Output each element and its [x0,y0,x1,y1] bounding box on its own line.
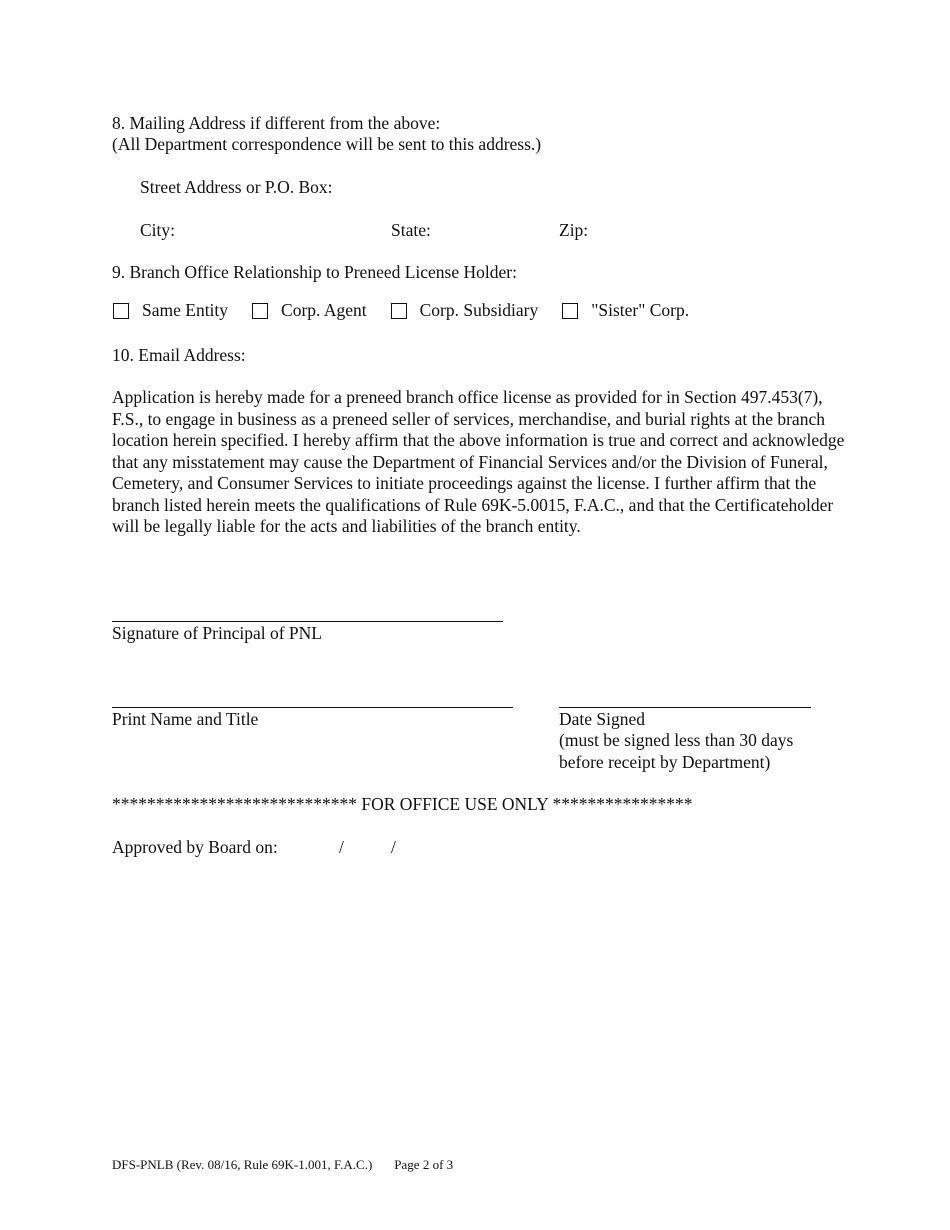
page-footer [112,1157,453,1173]
corp-subsidiary-checkbox[interactable] [391,303,407,319]
date-signed-note-1: (must be signed less than 30 days [559,730,794,750]
zip-label: Zip: [559,220,589,240]
approved-by-board-label: Approved by Board on: [112,837,278,857]
application-statement: Application is hereby made for a preneed branch office license as provided for in Section 497.453(7), F.S., to engage in business as a preneed seller of services, merchandise, and burial rights at the branch location herein specified. I hereby affirm that the above information is true and correct and acknowledge that any misstatement may cause the Department of Financial Services and/or the Division of Funeral, Cemetery, and Consumer Services to initiate proceedings against the license. I further affirm that the branch listed herein meets the qualifications of Rule 69K-5.0015, F.A.C., and that the Certificateholder will be legally liable for the acts and liabilities of the branch entity. [112,387,845,536]
page-number: Page 2 of 3 [394,1157,454,1172]
same-entity-label: Same Entity [142,300,229,320]
email-address-label: 10. Email Address: [112,345,246,365]
office-use-banner: **************************** FOR OFFICE USE ONLY **************** [112,794,693,814]
principal-signature-line[interactable] [112,621,503,622]
item8-note: (All Department correspondence will be sent to this address.) [112,134,542,154]
date-signed-line[interactable] [559,707,811,708]
sister-corp-label: "Sister" Corp. [591,300,690,320]
item8-heading: 8. Mailing Address if different from the above: [112,113,441,133]
corp-agent-label: Corp. Agent [281,300,367,320]
same-entity-checkbox[interactable] [113,303,129,319]
city-label: City: [140,220,176,240]
principal-signature-label: Signature of Principal of PNL [112,623,322,643]
item9-heading: 9. Branch Office Relationship to Preneed License Holder: [112,262,517,282]
corp-subsidiary-label: Corp. Subsidiary [419,300,539,320]
relationship-options [113,300,713,321]
approval-date-separator: / [339,837,344,857]
print-name-line[interactable] [112,707,513,708]
approval-date-separator: / [391,837,396,857]
sister-corp-checkbox[interactable] [562,303,578,319]
date-signed-note-2: before receipt by Department) [559,752,771,772]
corp-agent-checkbox[interactable] [252,303,268,319]
state-label: State: [391,220,431,240]
street-address-label: Street Address or P.O. Box: [140,177,333,197]
form-id: DFS-PNLB (Rev. 08/16, Rule 69K-1.001, F.A.C.) [112,1157,373,1172]
date-signed-label: Date Signed [559,709,646,729]
print-name-label: Print Name and Title [112,709,259,729]
